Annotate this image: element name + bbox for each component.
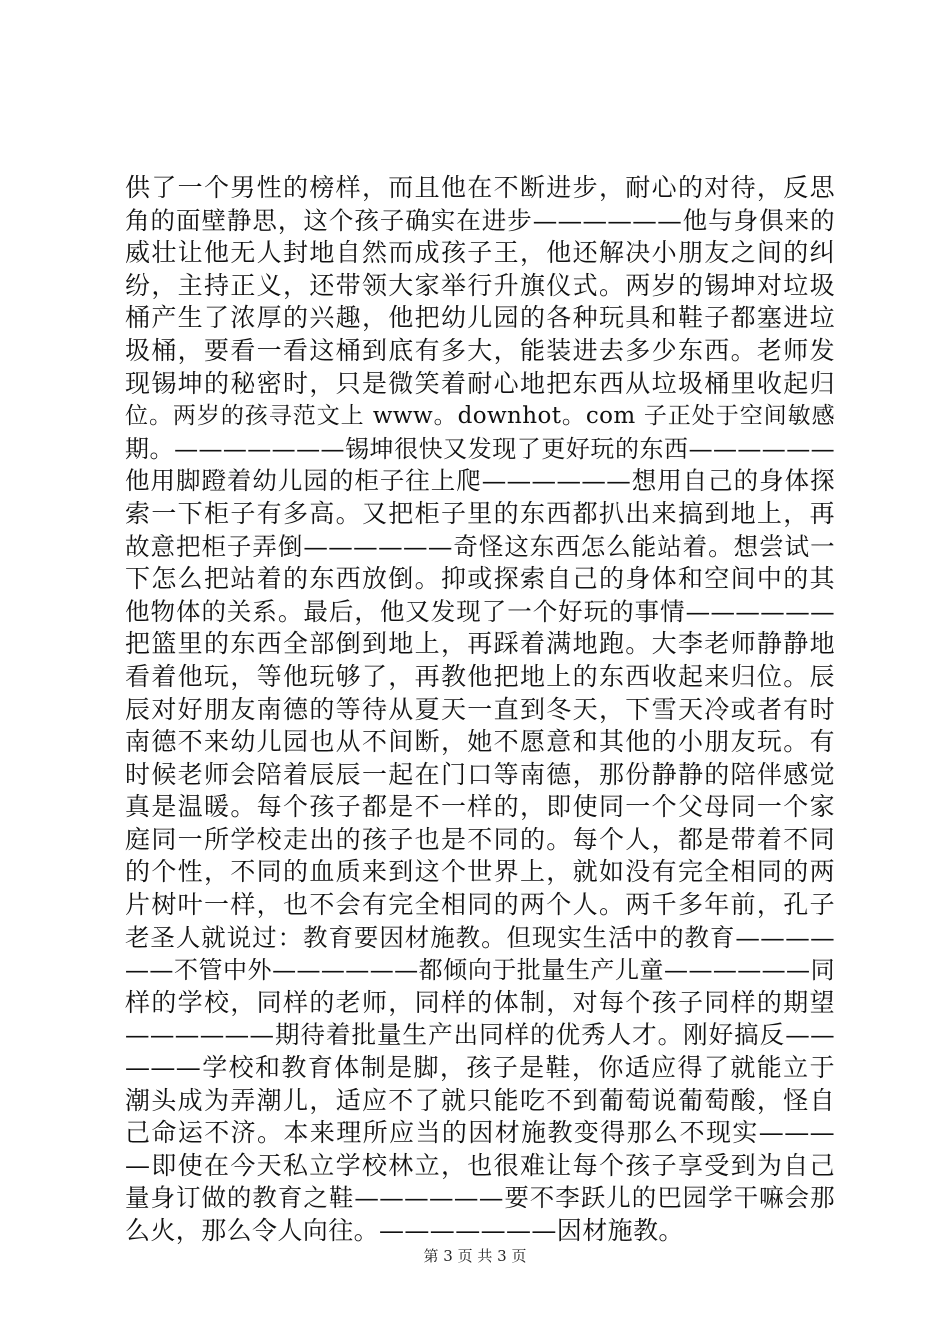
body-text-line: 他用脚蹬着幼儿园的柜子往上爬——————想用自己的身体探 <box>125 466 835 496</box>
page-footer: 第 3 页 共 3 页 <box>423 1247 527 1265</box>
body-text-line: 现锡坤的秘密时，只是微笑着耐心地把东西从垃圾桶里收起归 <box>125 368 835 398</box>
body-text-line: 他物体的关系。最后，他又发现了一个好玩的事情—————— <box>125 596 835 626</box>
body-text-line: 下怎么把站着的东西放倒。抑或探索自己的身体和空间中的其 <box>125 564 835 594</box>
body-text-line: 纷，主持正义，还带领大家举行升旗仪式。两岁的锡坤对垃圾 <box>125 270 835 300</box>
body-text-line: 老圣人就说过：教育要因材施教。但现实生活中的教育———— <box>125 922 835 952</box>
body-text-line: 南德不来幼儿园也从不间断，她不愿意和其他的小朋友玩。有 <box>125 727 835 757</box>
body-text-line: 桶产生了浓厚的兴趣，他把幼儿园的各种玩具和鞋子都塞进垃 <box>125 303 835 333</box>
body-text-line: 的个性，不同的血质来到这个世界上，就如没有完全相同的两 <box>125 857 835 887</box>
body-text-line: —即使在今天私立学校林立，也很难让每个孩子享受到为自己 <box>125 1150 835 1180</box>
body-text-line: ———学校和教育体制是脚，孩子是鞋，你适应得了就能立于 <box>125 1053 835 1083</box>
body-text-line: 辰对好朋友南德的等待从夏天一直到冬天，下雪天冷或者有时 <box>125 694 835 724</box>
body-text-line: 己命运不济。本来理所应当的因材施教变得那么不现实——— <box>125 1118 835 1148</box>
body-text-line: 供了一个男性的榜样，而且他在不断进步，耐心的对待，反思 <box>125 173 835 202</box>
body-text-line: 看着他玩，等他玩够了，再教他把地上的东西收起来归位。辰 <box>125 661 835 691</box>
body-text-line: ——不管中外——————都倾向于批量生产儿童——————同 <box>125 956 835 985</box>
document-body <box>125 172 835 1248</box>
body-text-line: 圾桶，要看一看这桶到底有多大，能装进去多少东西。老师发 <box>125 335 835 365</box>
body-text-line: 角的面壁静思，这个孩子确实在进步——————他与身俱来的 <box>125 205 835 235</box>
body-text-line: ——————期待着批量生产出同样的优秀人才。刚好搞反—— <box>125 1020 835 1050</box>
body-text-line: 样的学校，同样的老师，同样的体制，对每个孩子同样的期望 <box>125 987 835 1017</box>
body-text-line: 庭同一所学校走出的孩子也是不同的。每个人，都是带着不同 <box>125 824 835 854</box>
body-text-line: 潮头成为弄潮儿，适应不了就只能吃不到葡萄说葡萄酸，怪自 <box>125 1085 835 1115</box>
body-text-line: 期。———————锡坤很快又发现了更好玩的东西—————— <box>125 434 835 463</box>
body-text-line: 故意把柜子弄倒——————奇怪这东西怎么能站着。想尝试一 <box>125 531 835 561</box>
body-text-line: 把篮里的东西全部倒到地上，再踩着满地跑。大李老师静静地 <box>125 629 835 659</box>
body-text-line: 位。两岁的孩寻范文上 www。downhot。com 子正处于空间敏感 <box>125 403 835 430</box>
body-text-line: 威壮让他无人封地自然而成孩子王，他还解决小朋友之间的纠 <box>125 238 835 268</box>
body-text-line: 量身订做的教育之鞋——————要不李跃儿的巴园学干嘛会那 <box>125 1183 835 1213</box>
body-text-line: 真是温暖。每个孩子都是不一样的，即使同一个父母同一个家 <box>125 792 835 822</box>
body-text-line: 么火，那么令人向往。———————因材施教。 <box>125 1216 684 1245</box>
body-text-line: 索一下柜子有多高。又把柜子里的东西都扒出来搞到地上，再 <box>125 498 835 528</box>
body-text-line: 时候老师会陪着辰辰一起在门口等南德，那份静静的陪伴感觉 <box>125 759 835 789</box>
body-text-line: 片树叶一样，也不会有完全相同的两个人。两千多年前，孔子 <box>125 890 835 920</box>
